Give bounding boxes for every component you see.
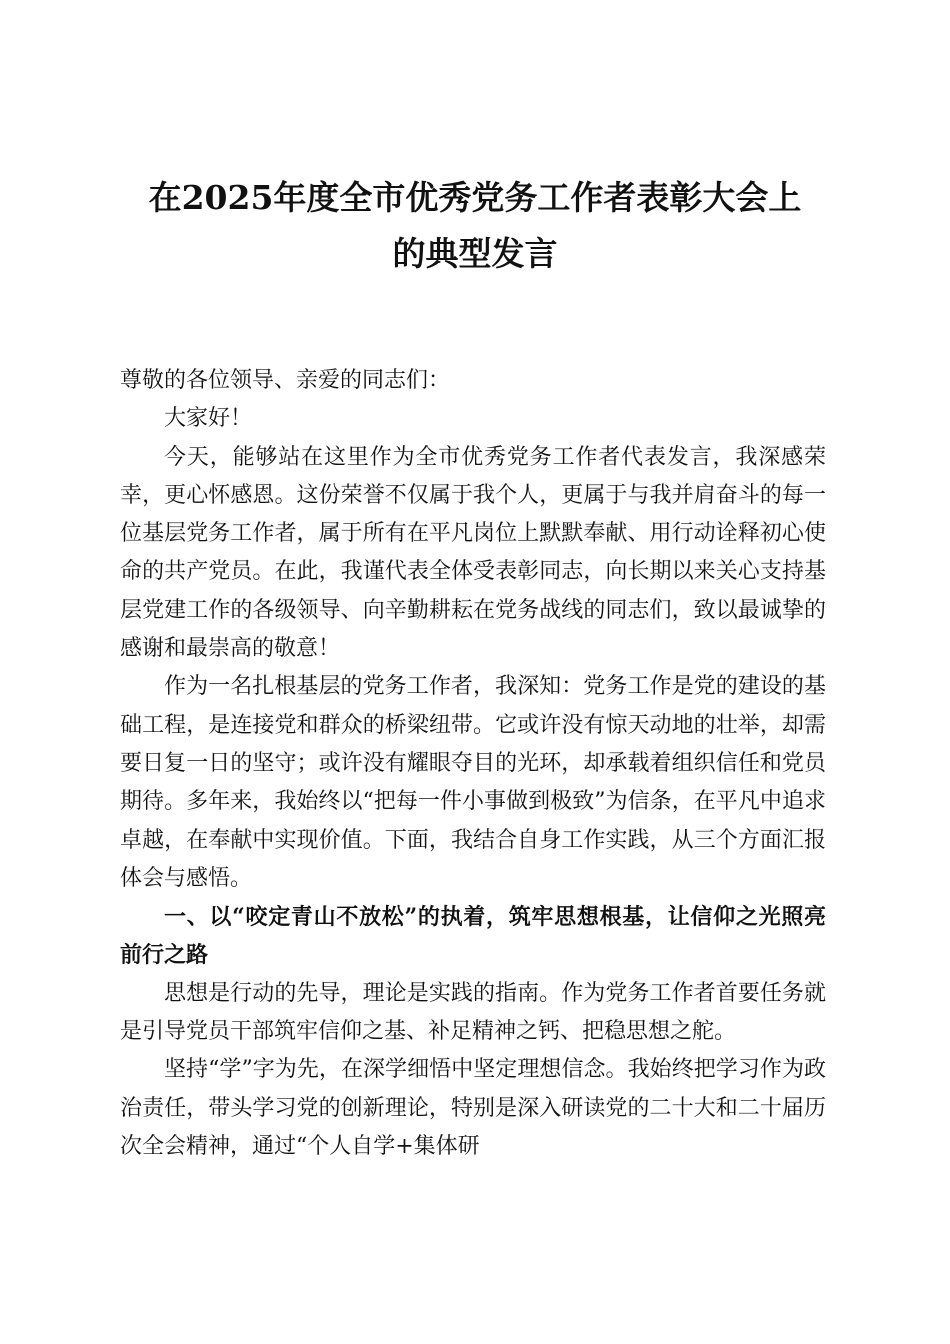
paragraph: 思想是行动的先导，理论是实践的指南。作为党务工作者首要任务就是引导党员干部筑牢信仰之基、补足精神之钙、把稳思想之舵。 <box>120 980 826 1045</box>
paragraph: 坚持“学”字为先，在深学细悟中坚定理想信念。我始终把学习作为政治责任，带头学习党的创新理论，特别是深入研读党的二十大和二十届历次全会精神，通过“个人自学+集体研 <box>120 1057 826 1159</box>
title-line-2: 的典型发言 <box>392 234 558 273</box>
document-title <box>118 170 832 282</box>
greeting: 大家好！ <box>164 406 253 432</box>
section-heading: 一、以“咬定青山不放松”的执着，筑牢思想根基，让信仰之光照亮前行之路 <box>120 904 826 969</box>
title-line-1: 在2025年度全市优秀党务工作者表彰大会上 <box>148 178 802 217</box>
paragraph: 今天，能够站在这里作为全市优秀党务工作者代表发言，我深感荣幸，更心怀感恩。这份荣誉不仅属于我个人，更属于与我并肩奋斗的每一位基层党务工作者，属于所有在平凡岗位上默默奉献、用行动诠释初心使命的共产党员。在此，我谨代表全体受表彰同志，向长期以来关心支持基层党建工作的各级领导、向辛勤耕耘在党务战线的同志们，致以最诚挚的感谢和最崇高的敬意！ <box>120 444 826 662</box>
document-body <box>120 362 826 1166</box>
salutation: 尊敬的各位领导、亲爱的同志们： <box>120 368 451 393</box>
paragraph: 作为一名扎根基层的党务工作者，我深知：党务工作是党的建设的基础工程，是连接党和群众的桥梁纽带。它或许没有惊天动地的壮举，却需要日复一日的坚守；或许没有耀眼夺目的光环，却承载着组织信任和党员期待。多年来，我始终以“把每一件小事做到极致”为信条，在平凡中追求卓越，在奉献中实现价值。下面，我结合自身工作实践，从三个方面汇报体会与感悟。 <box>120 674 826 891</box>
